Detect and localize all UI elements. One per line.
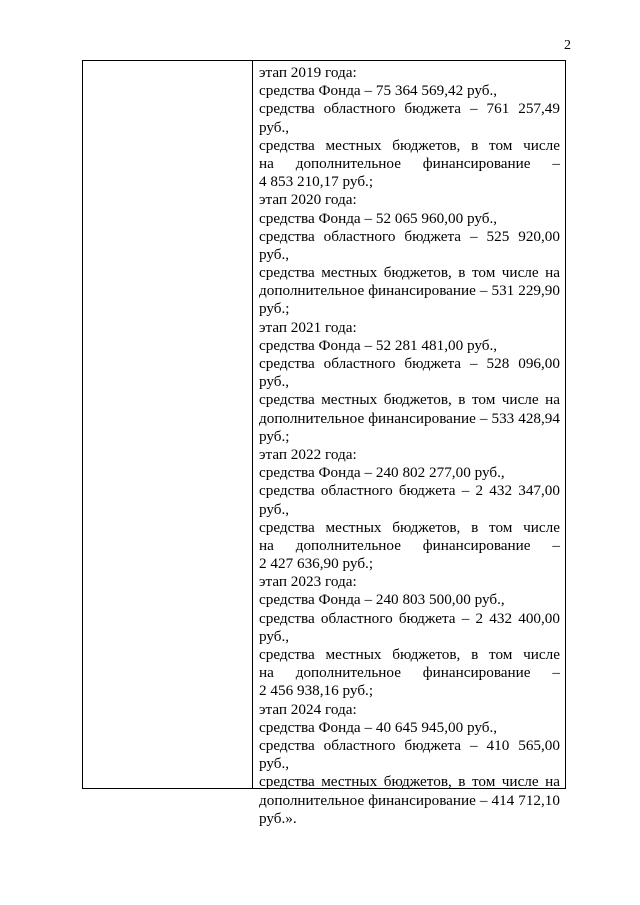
text-line: на дополнительное финансирование – bbox=[259, 154, 560, 172]
text-line: руб., bbox=[259, 245, 290, 263]
text-line: средства областного бюджета – 410 565,00 bbox=[259, 736, 560, 754]
text-line: средства местных бюджетов, в том числе на bbox=[259, 773, 560, 791]
text-line: руб., bbox=[259, 118, 290, 136]
text-line: средства областного бюджета – 761 257,49 bbox=[259, 100, 560, 118]
text-line: средства областного бюджета – 525 920,00 bbox=[259, 227, 560, 245]
text-line: средства местных бюджетов, в том числе bbox=[259, 518, 560, 536]
text-line: этап 2022 года: bbox=[259, 445, 357, 463]
text-line: 4 853 210,17 руб.; bbox=[259, 173, 374, 191]
text-line: средства Фонда – 240 803 500,00 руб., bbox=[259, 591, 505, 609]
text-line: руб., bbox=[259, 500, 290, 518]
text-line: средства местных бюджетов, в том числе на bbox=[259, 264, 560, 282]
text-line: дополнительное финансирование – 533 428,94 bbox=[259, 409, 560, 427]
funding-table bbox=[82, 60, 566, 827]
text-line: средства областного бюджета – 2 432 347,00 bbox=[259, 482, 560, 500]
text-line: средства местных бюджетов, в том числе bbox=[259, 136, 560, 154]
text-line: этап 2019 года: bbox=[259, 64, 357, 81]
page-number: 2 bbox=[564, 38, 571, 53]
text-line: этап 2020 года: bbox=[259, 191, 357, 209]
text-line: средства Фонда – 75 364 569,42 руб., bbox=[259, 82, 498, 100]
text-line: руб.». bbox=[259, 809, 297, 827]
text-line: средства областного бюджета – 528 096,00 bbox=[259, 355, 560, 372]
text-line: средства Фонда – 40 645 945,00 руб., bbox=[259, 718, 498, 736]
text-line: на дополнительное финансирование – bbox=[259, 664, 560, 682]
text-line: дополнительное финансирование – 531 229,90 bbox=[259, 282, 560, 300]
text-line: этап 2021 года: bbox=[259, 318, 357, 336]
table-right-cell bbox=[253, 61, 565, 827]
text-line: руб., bbox=[259, 755, 290, 773]
table-left-cell bbox=[83, 61, 253, 788]
text-line: на дополнительное финансирование – bbox=[259, 536, 560, 554]
text-line: руб.; bbox=[259, 427, 290, 445]
text-line: 2 427 636,90 руб.; bbox=[259, 555, 374, 573]
text-line: дополнительное финансирование – 414 712,10 bbox=[259, 791, 560, 809]
text-line: 2 456 938,16 руб.; bbox=[259, 682, 374, 700]
text-line: средства местных бюджетов, в том числе на bbox=[259, 391, 560, 409]
text-line: руб., bbox=[259, 373, 290, 391]
text-line: средства Фонда – 240 802 277,00 руб., bbox=[259, 464, 505, 482]
text-line: средства Фонда – 52 281 481,00 руб., bbox=[259, 336, 498, 354]
text-line: руб.; bbox=[259, 300, 290, 318]
text-line: средства областного бюджета – 2 432 400,00 bbox=[259, 609, 560, 627]
text-line: этап 2023 года: bbox=[259, 573, 357, 591]
text-line: этап 2024 года: bbox=[259, 700, 357, 718]
text-line: руб., bbox=[259, 627, 290, 645]
text-line: средства Фонда – 52 065 960,00 руб., bbox=[259, 209, 498, 227]
text-line: средства местных бюджетов, в том числе bbox=[259, 646, 560, 663]
